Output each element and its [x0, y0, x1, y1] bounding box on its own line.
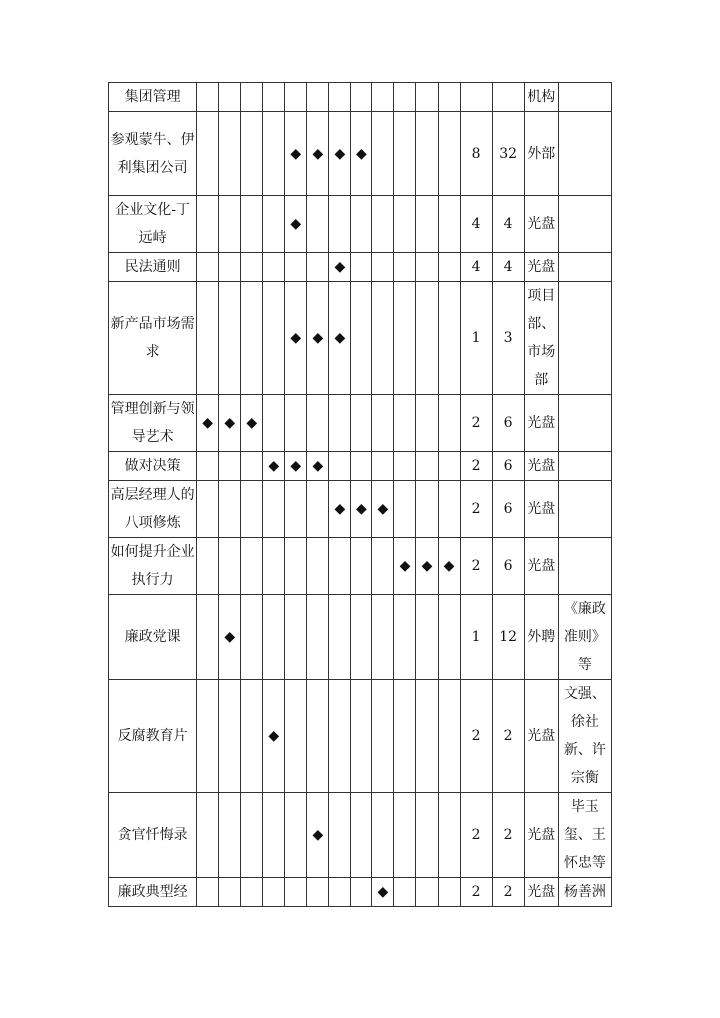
schedule-cell	[241, 452, 263, 481]
schedule-cell	[241, 793, 263, 878]
schedule-cell	[394, 878, 416, 907]
schedule-cell	[263, 878, 285, 907]
schedule-cell	[394, 452, 416, 481]
schedule-cell	[263, 112, 285, 196]
schedule-cell	[197, 452, 219, 481]
schedule-cell	[285, 595, 307, 680]
course-name-cell: 集团管理	[109, 83, 197, 112]
schedule-cell	[394, 481, 416, 538]
schedule-cell	[372, 83, 394, 112]
schedule-cell	[438, 282, 460, 395]
schedule-cell	[219, 452, 241, 481]
schedule-cell	[351, 595, 372, 680]
schedule-cell	[263, 253, 285, 282]
table-row	[109, 452, 612, 481]
course-name-cell: 反腐教育片	[109, 680, 197, 793]
remark-cell: 毕玉玺、王怀忠等	[558, 793, 611, 878]
schedule-cell	[351, 793, 372, 878]
remark-cell	[558, 196, 611, 253]
schedule-cell	[416, 196, 438, 253]
remark-cell: 《廉政准则》等	[558, 595, 611, 680]
schedule-cell	[329, 83, 351, 112]
hours-cell: 4	[492, 196, 524, 253]
schedule-mark: ◆	[219, 595, 241, 680]
schedule-cell	[394, 793, 416, 878]
hours-cell: 2	[492, 793, 524, 878]
schedule-cell	[263, 83, 285, 112]
table-row	[109, 395, 612, 452]
schedule-cell	[351, 452, 372, 481]
table-row	[109, 793, 612, 878]
schedule-cell	[307, 395, 329, 452]
schedule-cell	[438, 878, 460, 907]
schedule-mark: ◆	[285, 112, 307, 196]
schedule-cell	[263, 196, 285, 253]
sessions-cell: 8	[460, 112, 492, 196]
sessions-cell: 2	[460, 538, 492, 595]
schedule-mark: ◆	[285, 282, 307, 395]
remark-cell	[558, 112, 611, 196]
hours-cell: 12	[492, 595, 524, 680]
course-name-cell: 如何提升企业执行力	[109, 538, 197, 595]
schedule-cell	[351, 253, 372, 282]
schedule-mark: ◆	[307, 112, 329, 196]
remark-cell	[558, 83, 611, 112]
schedule-cell	[372, 793, 394, 878]
schedule-cell	[285, 538, 307, 595]
hours-cell: 2	[492, 878, 524, 907]
remark-cell: 杨善洲	[558, 878, 611, 907]
schedule-mark: ◆	[372, 481, 394, 538]
schedule-cell	[416, 253, 438, 282]
table-row	[109, 538, 612, 595]
hours-cell: 3	[492, 282, 524, 395]
schedule-cell	[416, 680, 438, 793]
schedule-cell	[285, 83, 307, 112]
schedule-mark: ◆	[219, 395, 241, 452]
course-name-cell: 廉政党课	[109, 595, 197, 680]
schedule-cell	[372, 282, 394, 395]
schedule-cell	[241, 196, 263, 253]
schedule-cell	[219, 253, 241, 282]
schedule-cell	[219, 538, 241, 595]
schedule-cell	[416, 793, 438, 878]
schedule-cell	[351, 395, 372, 452]
schedule-cell	[329, 680, 351, 793]
schedule-mark: ◆	[416, 538, 438, 595]
schedule-cell	[438, 395, 460, 452]
schedule-cell	[329, 452, 351, 481]
table-row	[109, 680, 612, 793]
schedule-cell	[351, 680, 372, 793]
schedule-cell	[372, 452, 394, 481]
schedule-cell	[329, 793, 351, 878]
schedule-mark: ◆	[372, 878, 394, 907]
schedule-cell	[241, 83, 263, 112]
remark-cell	[558, 452, 611, 481]
schedule-cell	[307, 680, 329, 793]
schedule-mark: ◆	[438, 538, 460, 595]
schedule-mark: ◆	[307, 793, 329, 878]
schedule-cell	[372, 680, 394, 793]
schedule-cell	[372, 538, 394, 595]
table-row	[109, 253, 612, 282]
course-name-cell: 管理创新与领导艺术	[109, 395, 197, 452]
schedule-cell	[351, 878, 372, 907]
schedule-cell	[197, 538, 219, 595]
schedule-cell	[197, 112, 219, 196]
schedule-cell	[307, 196, 329, 253]
hours-cell: 6	[492, 452, 524, 481]
sessions-cell: 4	[460, 196, 492, 253]
schedule-cell	[438, 680, 460, 793]
schedule-cell	[219, 680, 241, 793]
schedule-cell	[416, 112, 438, 196]
schedule-cell	[394, 196, 416, 253]
schedule-cell	[329, 595, 351, 680]
schedule-cell	[372, 112, 394, 196]
schedule-mark: ◆	[241, 395, 263, 452]
schedule-cell	[219, 878, 241, 907]
source-cell: 外部	[524, 112, 558, 196]
source-cell: 光盘	[524, 452, 558, 481]
schedule-cell	[197, 595, 219, 680]
schedule-mark: ◆	[329, 481, 351, 538]
schedule-cell	[438, 83, 460, 112]
schedule-mark: ◆	[394, 538, 416, 595]
schedule-cell	[219, 196, 241, 253]
hours-cell: 32	[492, 112, 524, 196]
schedule-cell	[351, 538, 372, 595]
schedule-cell	[219, 282, 241, 395]
schedule-cell	[416, 481, 438, 538]
schedule-cell	[241, 680, 263, 793]
schedule-cell	[197, 680, 219, 793]
schedule-cell	[416, 83, 438, 112]
remark-cell: 文强、徐社新、许宗衡	[558, 680, 611, 793]
sessions-cell: 4	[460, 253, 492, 282]
schedule-cell	[263, 395, 285, 452]
schedule-cell	[285, 793, 307, 878]
schedule-cell	[329, 395, 351, 452]
source-cell: 光盘	[524, 538, 558, 595]
hours-cell: 6	[492, 538, 524, 595]
schedule-cell	[241, 253, 263, 282]
source-cell: 光盘	[524, 680, 558, 793]
schedule-cell	[416, 452, 438, 481]
hours-cell: 6	[492, 395, 524, 452]
course-name-cell: 高层经理人的八项修炼	[109, 481, 197, 538]
hours-cell: 2	[492, 680, 524, 793]
sessions-cell: 2	[460, 878, 492, 907]
schedule-cell	[394, 595, 416, 680]
schedule-cell	[197, 282, 219, 395]
remark-cell	[558, 481, 611, 538]
hours-cell	[492, 83, 524, 112]
schedule-cell	[285, 481, 307, 538]
schedule-mark: ◆	[307, 452, 329, 481]
schedule-cell	[416, 395, 438, 452]
schedule-mark: ◆	[351, 481, 372, 538]
schedule-cell	[372, 253, 394, 282]
schedule-cell	[241, 282, 263, 395]
remark-cell	[558, 395, 611, 452]
sessions-cell	[460, 83, 492, 112]
schedule-cell	[438, 253, 460, 282]
schedule-cell	[241, 595, 263, 680]
schedule-cell	[394, 83, 416, 112]
schedule-cell	[394, 112, 416, 196]
table-row	[109, 481, 612, 538]
schedule-cell	[438, 452, 460, 481]
source-cell: 光盘	[524, 253, 558, 282]
sessions-cell: 1	[460, 595, 492, 680]
schedule-cell	[241, 878, 263, 907]
table-body	[109, 83, 612, 907]
schedule-cell	[285, 680, 307, 793]
schedule-mark: ◆	[307, 282, 329, 395]
schedule-cell	[285, 395, 307, 452]
schedule-cell	[329, 196, 351, 253]
schedule-cell	[438, 196, 460, 253]
schedule-cell	[197, 878, 219, 907]
schedule-cell	[197, 83, 219, 112]
table-row	[109, 282, 612, 395]
schedule-cell	[263, 282, 285, 395]
schedule-cell	[263, 595, 285, 680]
schedule-mark: ◆	[197, 395, 219, 452]
sessions-cell: 2	[460, 680, 492, 793]
schedule-cell	[307, 253, 329, 282]
schedule-cell	[351, 196, 372, 253]
schedule-cell	[394, 282, 416, 395]
schedule-cell	[416, 282, 438, 395]
schedule-cell	[197, 481, 219, 538]
schedule-mark: ◆	[329, 282, 351, 395]
source-cell: 机构	[524, 83, 558, 112]
schedule-cell	[285, 253, 307, 282]
schedule-cell	[351, 83, 372, 112]
schedule-cell	[219, 83, 241, 112]
schedule-cell	[394, 253, 416, 282]
course-name-cell: 贪官忏悔录	[109, 793, 197, 878]
schedule-cell	[416, 595, 438, 680]
schedule-cell	[307, 878, 329, 907]
schedule-cell	[263, 793, 285, 878]
source-cell: 光盘	[524, 793, 558, 878]
schedule-cell	[197, 793, 219, 878]
schedule-cell	[329, 538, 351, 595]
course-name-cell: 企业文化-丁远峙	[109, 196, 197, 253]
schedule-mark: ◆	[285, 196, 307, 253]
schedule-cell	[219, 112, 241, 196]
schedule-cell	[219, 481, 241, 538]
schedule-cell	[438, 595, 460, 680]
remark-cell	[558, 253, 611, 282]
schedule-mark: ◆	[329, 253, 351, 282]
source-cell: 项目部、市场部	[524, 282, 558, 395]
remark-cell	[558, 282, 611, 395]
table-row	[109, 112, 612, 196]
table-row	[109, 595, 612, 680]
schedule-cell	[263, 538, 285, 595]
sessions-cell: 2	[460, 395, 492, 452]
schedule-cell	[394, 680, 416, 793]
course-name-cell: 参观蒙牛、伊利集团公司	[109, 112, 197, 196]
schedule-mark: ◆	[329, 112, 351, 196]
schedule-mark: ◆	[285, 452, 307, 481]
course-name-cell: 廉政典型经	[109, 878, 197, 907]
schedule-cell	[285, 878, 307, 907]
source-cell: 光盘	[524, 878, 558, 907]
schedule-cell	[241, 112, 263, 196]
schedule-cell	[438, 112, 460, 196]
schedule-cell	[351, 282, 372, 395]
schedule-cell	[219, 793, 241, 878]
course-name-cell: 做对决策	[109, 452, 197, 481]
schedule-cell	[263, 481, 285, 538]
table-row	[109, 878, 612, 907]
table-row	[109, 196, 612, 253]
schedule-cell	[394, 395, 416, 452]
schedule-cell	[372, 196, 394, 253]
hours-cell: 4	[492, 253, 524, 282]
schedule-mark: ◆	[351, 112, 372, 196]
schedule-cell	[438, 481, 460, 538]
sessions-cell: 2	[460, 481, 492, 538]
schedule-cell	[307, 538, 329, 595]
training-plan-table	[108, 82, 612, 907]
hours-cell: 6	[492, 481, 524, 538]
sessions-cell: 2	[460, 452, 492, 481]
schedule-cell	[307, 595, 329, 680]
schedule-cell	[372, 395, 394, 452]
schedule-cell	[241, 538, 263, 595]
schedule-cell	[241, 481, 263, 538]
schedule-cell	[416, 878, 438, 907]
schedule-cell	[307, 83, 329, 112]
schedule-mark: ◆	[263, 452, 285, 481]
schedule-cell	[197, 196, 219, 253]
source-cell: 外聘	[524, 595, 558, 680]
course-name-cell: 新产品市场需求	[109, 282, 197, 395]
schedule-cell	[438, 793, 460, 878]
course-name-cell: 民法通则	[109, 253, 197, 282]
source-cell: 光盘	[524, 481, 558, 538]
schedule-mark: ◆	[263, 680, 285, 793]
table-row	[109, 83, 612, 112]
schedule-cell	[307, 481, 329, 538]
sessions-cell: 1	[460, 282, 492, 395]
schedule-cell	[372, 595, 394, 680]
source-cell: 光盘	[524, 395, 558, 452]
schedule-cell	[329, 878, 351, 907]
sessions-cell: 2	[460, 793, 492, 878]
source-cell: 光盘	[524, 196, 558, 253]
schedule-cell	[197, 253, 219, 282]
remark-cell	[558, 538, 611, 595]
